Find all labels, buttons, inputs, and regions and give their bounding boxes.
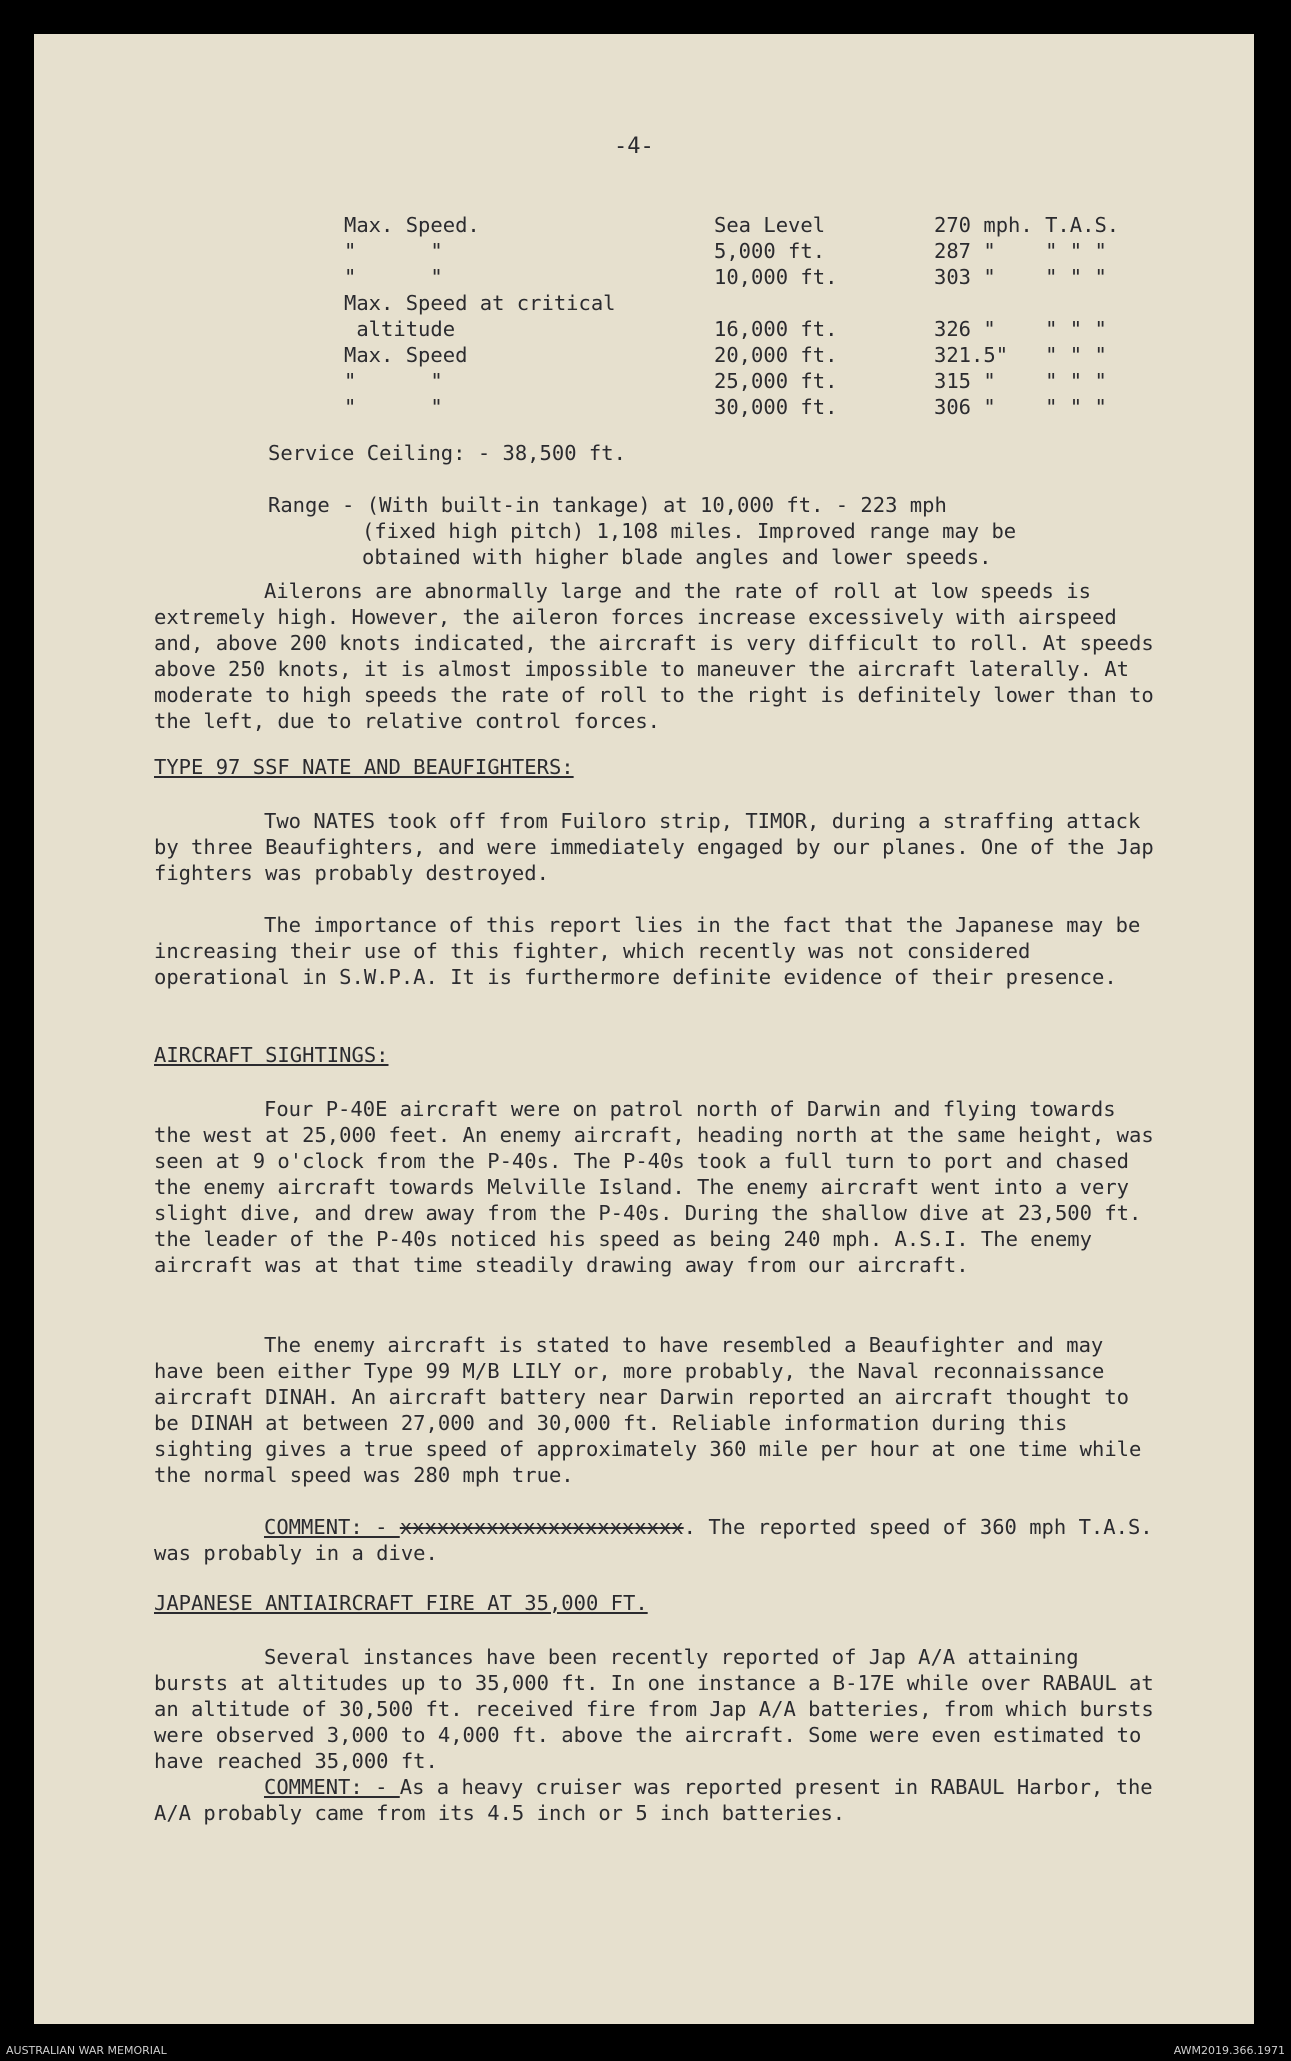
speed-altitude: 10,000 ft. — [714, 265, 838, 289]
speed-value: 303 " " " " — [934, 265, 1107, 289]
speed-altitude: 5,000 ft. — [714, 239, 826, 263]
comment-label: COMMENT: - — [264, 1515, 400, 1539]
sightings-paragraph-1: Four P-40E aircraft were on patrol north of Darwin and flying towards the west at 25,000 feet. An enemy aircraft, heading north at the same height, was seen at 9 o'clock from the P-40s. The P-40s took a full turn to port and chased the enemy aircraft towards Melville Island. The enemy aircraft went into a very slight dive, and drew away from the P-40s. During the shallow dive at 23,500 ft. the leader of the P-40s noticed his speed as being 240 mph. A.S.I. The enemy aircraft was at that time steadily drawing away from our aircraft. — [154, 1097, 1154, 1277]
antiaircraft-comment: COMMENT: - As a heavy cruiser was reported present in RABAUL Harbor, the A/A probably came from its 4.5 inch or 5 inch batteries. — [154, 1775, 1153, 1825]
speed-altitude: 16,000 ft. — [714, 317, 838, 341]
speed-label: Max. Speed. — [344, 213, 480, 237]
service-ceiling: Service Ceiling: - 38,500 ft. — [268, 441, 626, 465]
range-label: Range - — [268, 493, 367, 517]
page-number: -4- — [614, 134, 654, 159]
sightings-paragraph-2: The enemy aircraft is stated to have resembled a Beaufighter and may have been either Type 99 M/B LILY or, more probably, the Naval reconnaissance aircraft DINAH. An aircraft battery near Darwin reported an aircraft thought to be DINAH at between 27,000 and 30,000 ft. Reliable information during this sighting gives a true speed of approximately 360 mile per hour at one time while the normal speed was 280 mph true. — [154, 1333, 1142, 1487]
speed-value: 306 " " " " — [934, 395, 1107, 419]
speed-altitude: 30,000 ft. — [714, 395, 838, 419]
speed-altitude: 25,000 ft. — [714, 369, 838, 393]
speed-value: 315 " " " " — [934, 369, 1107, 393]
speed-label: Max. Speed at critical — [344, 291, 616, 315]
speed-altitude: 20,000 ft. — [714, 343, 838, 367]
ailerons-paragraph: Ailerons are abnormally large and the rate of roll at low speeds is extremely high. However, the aileron forces increase excessively with airspeed and, above 200 knots indicated, the aircraft is very difficult to roll. At speeds above 250 knots, it is almost impossible to maneuver the aircraft laterally. At moderate to high speeds the rate of roll to the right is definitely lower than to the left, due to relative control forces. — [154, 579, 1154, 733]
sightings-comment: COMMENT: - xxxxxxxxxxxxxxxxxxxxxxx. The reported speed of 360 mph T.A.S. was probably in a dive. — [154, 1515, 1153, 1565]
range-line: obtained with higher blade angles and lower speeds. — [362, 545, 992, 569]
range-block — [268, 492, 1168, 570]
section-heading-sightings: AIRCRAFT SIGHTINGS: — [154, 1043, 389, 1067]
footer-archive-id: AWM2019.366.1971 — [1173, 2044, 1285, 2057]
speed-label: " " — [344, 395, 443, 419]
speed-label: Max. Speed — [344, 343, 468, 367]
nate-paragraph-1: Two NATES took off from Fuiloro strip, TIMOR, during a straffing attack by three Beaufighters, and were immediately engaged by our planes. One of the Jap fighters was probably destroyed. — [154, 809, 1154, 885]
speed-label: altitude — [344, 317, 456, 341]
comment-label: COMMENT: - — [264, 1775, 400, 1799]
speed-label: " " — [344, 239, 443, 263]
speed-value: 287 " " " " — [934, 239, 1107, 263]
speed-value: 270 mph. T.A.S. — [934, 213, 1120, 237]
range-line: Range - (With built-in tankage) at 10,000 ft. - 223 mph — [268, 493, 947, 517]
speed-label: " " — [344, 265, 443, 289]
document-page — [34, 34, 1254, 2024]
footer-archive-name: AUSTRALIAN WAR MEMORIAL — [6, 2044, 167, 2057]
speed-value: 321.5" " " " — [934, 343, 1107, 367]
speed-altitude: Sea Level — [714, 213, 826, 237]
antiaircraft-paragraph: Several instances have been recently reported of Jap A/A attaining bursts at altitudes up to 35,000 ft. In one instance a B-17E while over RABAUL at an altitude of 30,500 ft. received fire from Jap A/A batteries, from which bursts were observed 3,000 to 4,000 ft. above the aircraft. Some were even estimated to have reached 35,000 ft. — [154, 1645, 1154, 1773]
section-heading-antiaircraft: JAPANESE ANTIAIRCRAFT FIRE AT 35,000 FT. — [154, 1591, 648, 1615]
struck-text: xxxxxxxxxxxxxxxxxxxxxxx — [399, 1515, 684, 1539]
speed-value: 326 " " " " — [934, 317, 1107, 341]
range-line: (fixed high pitch) 1,108 miles. Improved range may be — [362, 519, 1017, 543]
speed-label: " " — [344, 369, 443, 393]
section-heading-nate: TYPE 97 SSF NATE AND BEAUFIGHTERS: — [154, 755, 574, 779]
nate-paragraph-2: The importance of this report lies in the fact that the Japanese may be increasing their use of this fighter, which recently was not considered operational in S.W.P.A. It is furthermore definite evidence of their presence. — [154, 913, 1141, 989]
